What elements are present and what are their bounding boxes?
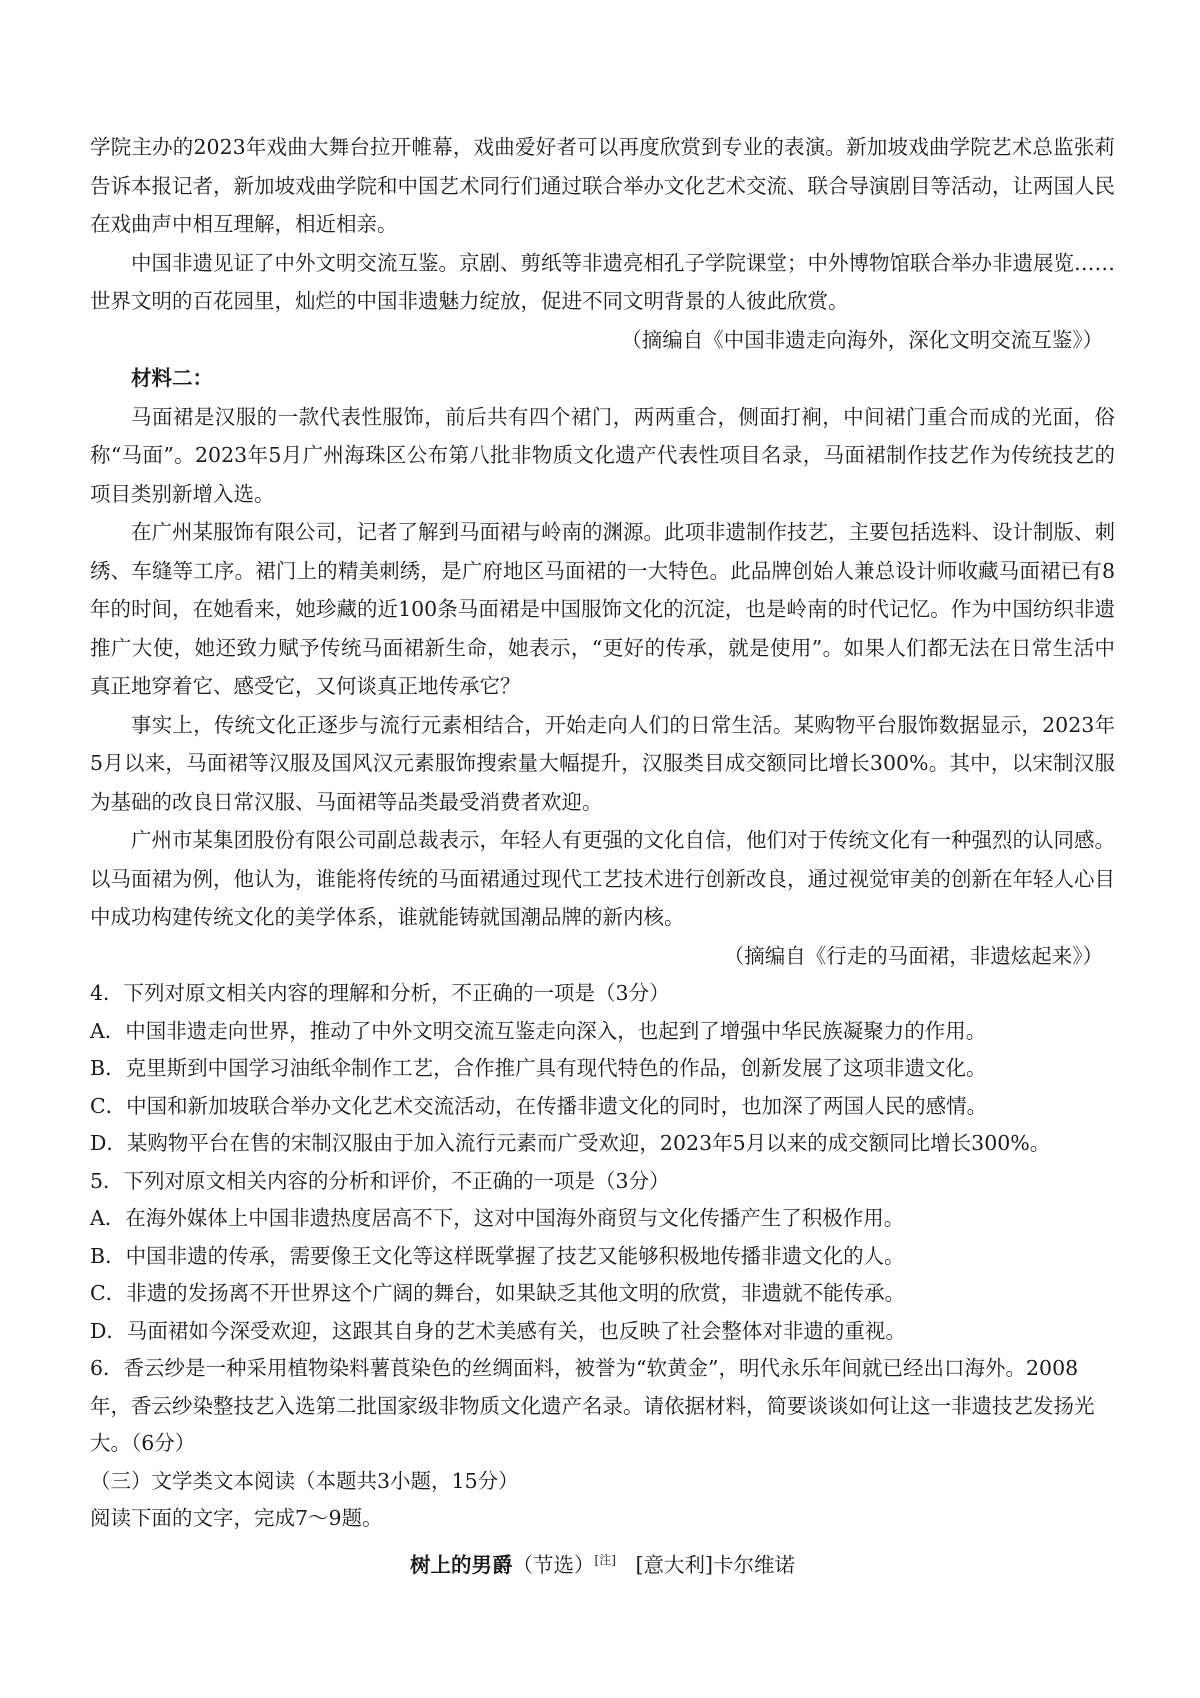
- question-5-stem: 5．下列对原文相关内容的分析和评价，不正确的一项是（3分）: [90, 1168, 670, 1193]
- material2-paragraph-4: 广州市某集团股份有限公司副总裁表示，年轻人有更强的文化自信，他们对于传统文化有一种强烈的认同感。以马面裙为例，他认为，谁能将传统的马面裙通过现代工艺技术进行创新改良，通过视觉审美的创新在年轻人心目中成功构建传统文化的美学体系，谁就能铸就国潮品牌的新内核。: [90, 828, 1115, 929]
- passage-title-suffix: （节选）: [512, 1552, 595, 1577]
- passage-title: 树上的男爵: [410, 1552, 513, 1577]
- question-5-option-b: B．中国非遗的传承，需要像王文化等这样既掌握了技艺又能够积极地传播非遗文化的人。: [90, 1243, 905, 1268]
- material2-source: （摘编自《行走的马面裙，非遗炫起来》）: [723, 943, 1103, 968]
- section-3-instruction: 阅读下面的文字，完成7～9题。: [90, 1506, 383, 1530]
- question-4-stem: 4．下列对原文相关内容的理解和分析，不正确的一项是（3分）: [90, 981, 670, 1005]
- footnote-marker: [注]: [594, 1552, 616, 1567]
- material2-heading: 材料二：: [131, 366, 213, 390]
- section-3-heading: （三）文学类文本阅读（本题共3小题，15分）: [90, 1468, 519, 1493]
- material2-paragraph-3: 事实上，传统文化正逐步与流行元素相结合，开始走向人们的日常生活。某购物平台服饰数据显示，2023年5月以来，马面裙等汉服及国风汉元素服饰搜索量大幅提升，汉服类目成交额同比增长300%。其中，以宋制汉服为基础的改良日常汉服、马面裙等品类最受消费者欢迎。: [90, 712, 1115, 814]
- material2-paragraph-2: 在广州某服饰有限公司，记者了解到马面裙与岭南的渊源。此项非遗制作技艺，主要包括选料、设计制版、刺绣、车缝等工序。裙门上的精美刺绣，是广府地区马面裙的一大特色。此品牌创始人兼总设计师收藏马面裙已有8年的时间，在她看来，她珍藏的近100条马面裙是中国服饰文化的沉淀，也是岭南的时代记忆。作为中国纺织非遗推广大使，她还致力赋予传统马面裙新生命，她表示，“更好的传承，就是使用”。如果人们都无法在日常生活中真正地穿着它、感受它，又何谈真正地传承它？: [90, 520, 1115, 698]
- question-4-option-a: A．中国非遗走向世界，推动了中外文明交流互鉴走向深入，也起到了增强中华民族凝聚力的作用。: [90, 1018, 987, 1043]
- question-4-option-c: C．中国和新加坡联合举办文化艺术交流活动，在传播非遗文化的同时，也加深了两国人民的感情。: [90, 1093, 988, 1118]
- question-5-option-d: D．马面裙如今深受欢迎，这跟其自身的艺术美感有关，也反映了社会整体对非遗的重视。: [90, 1318, 906, 1343]
- question-4: [90, 975, 1115, 1163]
- question-4-option-b: B．克里斯到中国学习油纸伞制作工艺，合作推广具有现代特色的作品，创新发展了这项非遗文化。: [90, 1056, 987, 1080]
- exam-page: [90, 128, 1115, 1584]
- material1-paragraph-continued: 学院主办的2023年戏曲大舞台拉开帷幕，戏曲爱好者可以再度欣赏到专业的表演。新加坡戏曲学院艺术总监张莉告诉本报记者，新加坡戏曲学院和中国艺术同行们通过联合举办文化艺术交流、联合导演剧目等活动，让两国人民在戏曲声中相互理解，相近相亲。: [90, 135, 1115, 236]
- passage-author: [意大利]卡尔维诺: [635, 1552, 795, 1577]
- question-5: [90, 1163, 1115, 1351]
- question-5-option-a: A．在海外媒体上中国非遗热度居高不下，这对中国海外商贸与文化传播产生了积极作用。: [90, 1206, 905, 1230]
- material1-paragraph-2: 中国非遗见证了中外文明交流互鉴。京剧、剪纸等非遗亮相孔子学院课堂；中外博物馆联合举办非遗展览……世界文明的百花园里，灿烂的中国非遗魅力绽放，促进不同文明背景的人彼此欣赏。: [90, 250, 1115, 313]
- material2-paragraph-1: 马面裙是汉服的一款代表性服饰，前后共有四个裙门，两两重合，侧面打裥，中间裙门重合而成的光面，俗称“马面”。2023年5月广州海珠区公布第八批非物质文化遗产代表性项目名录，马面裙制作技艺作为传统技艺的项目类别新增入选。: [90, 404, 1115, 506]
- question-6-stem: 6．香云纱是一种采用植物染料薯莨染色的丝绸面料，被誉为“软黄金”，明代永乐年间就已经出口海外。2008年，香云纱染整技艺入选第二批国家级非物质文化遗产名录。请依据材料，简要谈谈如何让这一非遗技艺发扬光大。（6分）: [90, 1356, 1095, 1455]
- question-5-option-c: C．非遗的发扬离不开世界这个广阔的舞台，如果缺乏其他文明的欣赏，非遗就不能传承。: [90, 1281, 906, 1305]
- question-4-option-d: D．某购物平台在售的宋制汉服由于加入流行元素而广受欢迎，2023年5月以来的成交额同比增长300%。: [90, 1131, 1051, 1155]
- material1-source: （摘编自《中国非遗走向海外，深化文明交流互鉴》）: [621, 327, 1103, 352]
- passage-title-line: [90, 1540, 1115, 1585]
